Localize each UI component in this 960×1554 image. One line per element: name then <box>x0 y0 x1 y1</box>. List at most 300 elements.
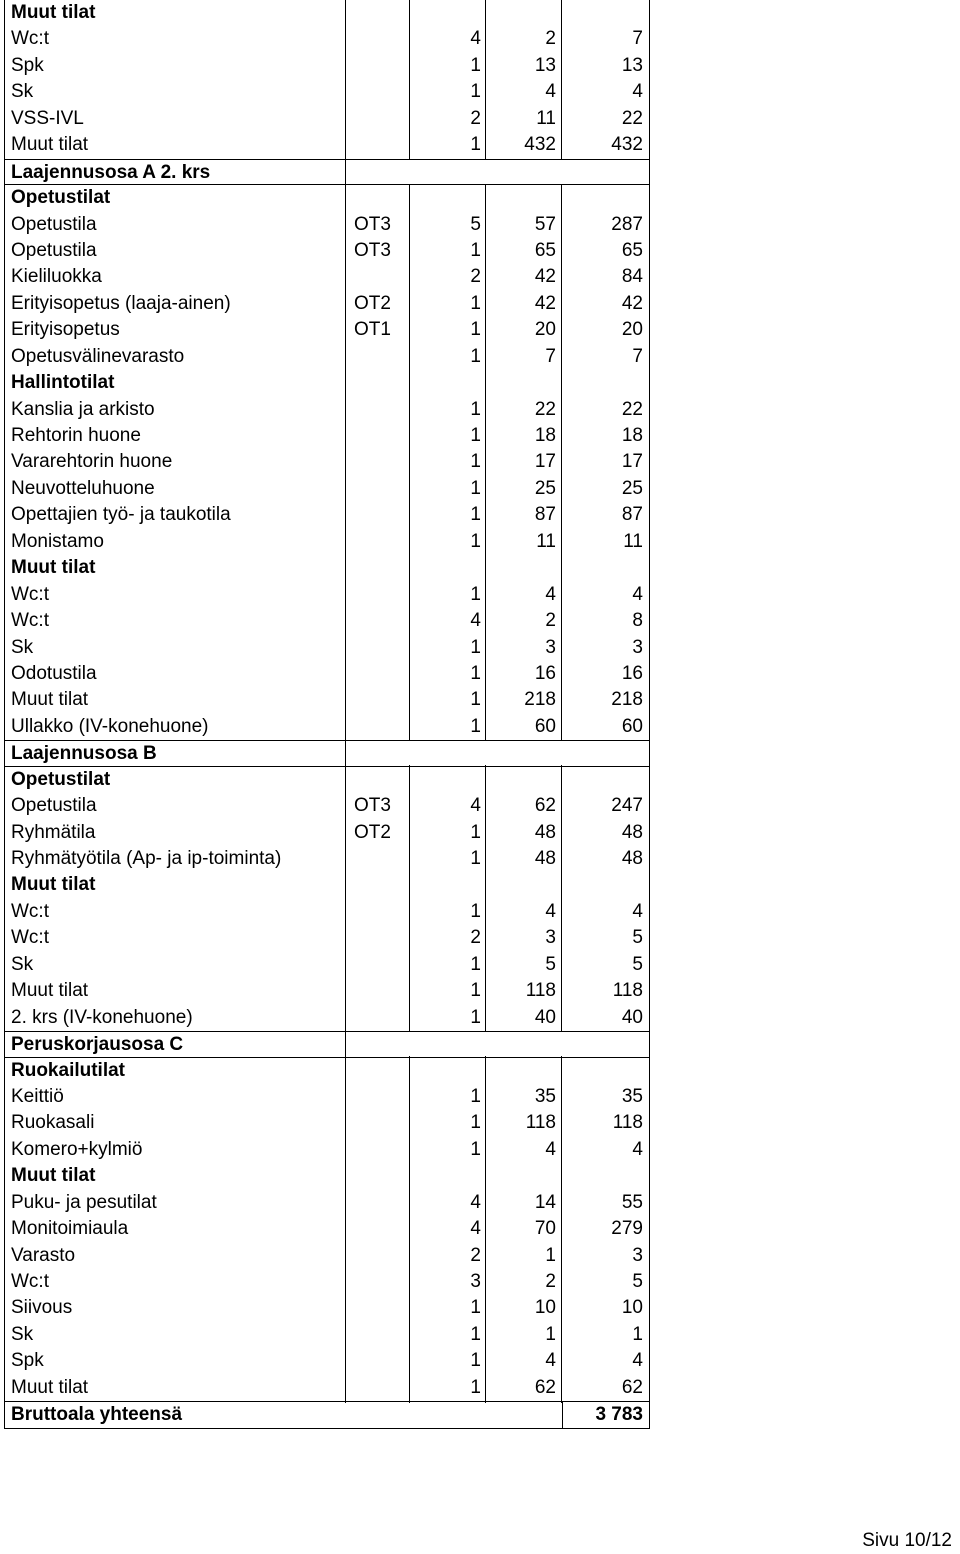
room-name: Wc:t <box>11 610 49 632</box>
room-count: 1 <box>470 1297 481 1319</box>
space-code: OT1 <box>354 319 391 341</box>
room-area: 118 <box>525 1112 556 1134</box>
room-name: Siivous <box>11 1297 73 1319</box>
group-header-row <box>5 185 649 211</box>
room-count: 1 <box>470 81 481 103</box>
room-name: Ruokailutilat <box>11 1059 126 1081</box>
table-row <box>5 793 649 819</box>
empty-cell <box>346 185 410 211</box>
total-area: 20 <box>621 319 643 341</box>
total-area: 62 <box>621 1376 643 1398</box>
room-name: Sk <box>11 953 34 975</box>
total-area: 84 <box>621 266 643 288</box>
room-area: 7 <box>545 345 556 367</box>
room-name: Varasto <box>11 1244 76 1266</box>
room-name: VSS-IVL <box>11 107 84 129</box>
empty-cell <box>486 872 562 898</box>
room-count: 2 <box>470 1244 481 1266</box>
room-count: 1 <box>470 239 481 261</box>
space-code <box>346 344 410 370</box>
room-area: 57 <box>534 213 556 235</box>
space-code <box>346 1243 410 1269</box>
empty-cell <box>562 1058 649 1084</box>
space-code <box>346 1084 410 1110</box>
table-row <box>5 925 649 951</box>
room-area: 218 <box>524 689 556 711</box>
room-count: 1 <box>470 134 481 156</box>
space-code: OT3 <box>354 213 391 235</box>
group-header-row <box>5 0 649 26</box>
space-code <box>346 1190 410 1216</box>
room-name: Opetustilat <box>11 187 111 209</box>
table-row <box>5 1375 649 1401</box>
room-count: 2 <box>470 107 481 129</box>
room-count: 4 <box>470 1218 481 1240</box>
space-code <box>346 1110 410 1136</box>
total-area: 5 <box>632 1271 643 1292</box>
table-row <box>5 1005 649 1031</box>
space-code <box>346 476 410 502</box>
total-area: 87 <box>621 504 643 526</box>
room-count: 4 <box>470 1191 481 1213</box>
room-name: Peruskorjausosa C <box>5 1032 346 1056</box>
total-area: 4 <box>632 1350 643 1372</box>
room-count: 1 <box>470 953 481 975</box>
room-count: 1 <box>470 848 481 869</box>
table-row <box>5 264 649 290</box>
room-area: 70 <box>534 1218 556 1240</box>
table-row <box>5 1295 649 1321</box>
space-code <box>346 608 410 634</box>
table-row <box>5 397 649 423</box>
room-name: 2. krs (IV-konehuone) <box>11 1006 193 1028</box>
room-name: Opetustilat <box>11 768 111 790</box>
table-row <box>5 1348 649 1374</box>
table-row <box>5 820 649 846</box>
room-name: Monistamo <box>11 530 104 552</box>
total-area: 16 <box>621 662 643 684</box>
room-area: 17 <box>534 451 556 473</box>
room-area: 11 <box>536 530 556 552</box>
empty-cell <box>562 767 649 793</box>
table-row <box>5 53 649 79</box>
table-row <box>5 1190 649 1216</box>
room-name: Hallintotilat <box>11 372 115 394</box>
empty-cell <box>410 872 486 898</box>
space-code <box>346 714 410 740</box>
space-code <box>346 132 410 158</box>
space-code <box>346 1137 410 1163</box>
table-row <box>5 1269 649 1295</box>
space-code <box>346 1348 410 1374</box>
empty-cell <box>346 370 410 396</box>
room-count: 1 <box>470 451 481 473</box>
total-area: 40 <box>621 1006 643 1028</box>
room-count: 4 <box>470 795 481 817</box>
room-count: 3 <box>470 1271 481 1292</box>
space-code <box>346 79 410 105</box>
room-name: Erityisopetus <box>11 319 120 341</box>
room-count: 1 <box>470 662 481 684</box>
room-name: Vararehtorin huone <box>11 451 173 473</box>
space-code <box>346 925 410 951</box>
group-header-row <box>5 370 649 396</box>
space-code <box>346 978 410 1004</box>
total-area: 65 <box>621 239 643 261</box>
table-row <box>5 1243 649 1269</box>
room-area: 22 <box>534 398 556 420</box>
empty-cell <box>410 370 486 396</box>
room-count: 1 <box>470 583 481 605</box>
room-count: 2 <box>470 266 481 288</box>
space-code <box>346 264 410 290</box>
room-name: Wc:t <box>11 1271 49 1292</box>
room-area: 13 <box>534 54 556 76</box>
table-row <box>5 238 649 264</box>
room-name: Ryhmätila <box>11 821 96 843</box>
room-area: 20 <box>534 319 556 341</box>
space-code <box>346 635 410 661</box>
space-code <box>346 502 410 528</box>
table-row <box>5 132 649 158</box>
room-count: 4 <box>470 610 481 632</box>
table-row <box>5 502 649 528</box>
space-code <box>346 952 410 978</box>
room-area: 62 <box>534 1376 556 1398</box>
total-area: 10 <box>621 1297 643 1319</box>
total-area: 55 <box>621 1191 643 1213</box>
room-count: 1 <box>470 636 481 658</box>
empty-cell <box>486 370 562 396</box>
table-row <box>5 106 649 132</box>
total-area: 4 <box>632 81 643 103</box>
room-area: 62 <box>534 795 556 817</box>
empty-cell <box>346 872 410 898</box>
room-name: Wc:t <box>11 28 49 50</box>
empty-cell <box>562 555 649 581</box>
total-area: 218 <box>611 689 643 711</box>
total-area: 1 <box>632 1323 643 1345</box>
space-code <box>346 529 410 555</box>
room-area: 35 <box>534 1085 556 1107</box>
room-area: 1 <box>545 1323 556 1345</box>
total-area: 118 <box>612 980 643 1002</box>
table-row <box>5 1110 649 1136</box>
total-label: Bruttoala yhteensä <box>11 1404 183 1426</box>
total-area: 432 <box>611 134 643 156</box>
room-count: 1 <box>470 345 481 367</box>
empty-cell <box>486 1163 562 1189</box>
room-name: Erityisopetus (laaja-ainen) <box>11 292 231 314</box>
room-area: 5 <box>545 953 556 975</box>
table-row <box>5 1137 649 1163</box>
room-name: Muut tilat <box>11 874 96 896</box>
table-row <box>5 661 649 687</box>
total-area: 7 <box>632 345 643 367</box>
empty-cell <box>346 767 410 793</box>
room-name: Laajennusosa B <box>5 741 346 765</box>
space-code <box>346 449 410 475</box>
room-name: Wc:t <box>11 927 49 949</box>
room-area: 87 <box>534 504 556 526</box>
table-row <box>5 79 649 105</box>
room-name: Neuvotteluhuone <box>11 477 155 499</box>
space-code <box>346 1216 410 1242</box>
total-area: 8 <box>632 610 643 632</box>
total-area: 13 <box>621 54 643 76</box>
total-area: 4 <box>632 900 643 922</box>
room-name: Ullakko (IV-konehuone) <box>11 715 209 737</box>
room-count: 1 <box>470 425 481 446</box>
empty-cell <box>562 185 649 211</box>
room-area: 4 <box>545 1350 556 1372</box>
space-code <box>346 106 410 132</box>
total-area: 3 <box>632 636 643 658</box>
table-row <box>5 899 649 925</box>
table-row <box>5 978 649 1004</box>
space-code <box>346 846 410 872</box>
room-count: 1 <box>470 1006 481 1028</box>
total-area: 18 <box>621 425 643 446</box>
table-row <box>5 687 649 713</box>
room-area: 2 <box>545 610 556 632</box>
table-row <box>5 635 649 661</box>
table-row <box>5 846 649 872</box>
group-header-row <box>5 1163 649 1189</box>
space-code <box>346 1295 410 1321</box>
room-name: Rehtorin huone <box>11 425 141 446</box>
room-area: 10 <box>534 1297 556 1319</box>
page-number: Sivu 10/12 <box>862 1530 952 1551</box>
room-count: 1 <box>470 689 481 711</box>
empty-cell <box>410 1058 486 1084</box>
total-area: 22 <box>621 398 643 420</box>
room-name: Keittiö <box>11 1085 64 1107</box>
section-merge-mask <box>346 160 646 184</box>
space-code: OT3 <box>354 795 391 817</box>
space-code <box>346 582 410 608</box>
room-count: 1 <box>470 715 481 737</box>
room-area: 11 <box>536 107 556 129</box>
group-header-row <box>5 767 649 793</box>
room-name: Kanslia ja arkisto <box>11 398 155 420</box>
room-count: 1 <box>470 477 481 499</box>
room-name: Opetustila <box>11 213 97 235</box>
table-row <box>5 1084 649 1110</box>
room-area: 118 <box>525 980 556 1002</box>
room-count: 1 <box>470 1376 481 1398</box>
empty-cell <box>486 1058 562 1084</box>
room-count: 2 <box>470 927 481 949</box>
empty-cell <box>346 1163 410 1189</box>
total-row <box>5 1401 649 1427</box>
room-name: Sk <box>11 636 34 658</box>
space-code <box>346 423 410 449</box>
room-count: 1 <box>470 1112 481 1134</box>
room-name: Spk <box>11 1350 44 1372</box>
total-area: 11 <box>623 530 643 552</box>
total-area: 3 <box>632 1244 643 1266</box>
room-area: 2 <box>545 1271 556 1292</box>
space-code <box>346 1322 410 1348</box>
room-name: Muut tilat <box>11 1165 96 1187</box>
room-count: 5 <box>470 213 481 235</box>
room-name: Opetusvälinevarasto <box>11 345 185 367</box>
area-table <box>4 0 650 1429</box>
room-count: 4 <box>470 28 481 50</box>
room-name: Kieliluokka <box>11 266 102 288</box>
room-area: 40 <box>534 1006 556 1028</box>
room-area: 42 <box>534 292 556 314</box>
total-area: 48 <box>621 821 643 843</box>
total-area: 60 <box>621 715 643 737</box>
total-area: 247 <box>611 795 643 817</box>
table-row <box>5 714 649 740</box>
empty-cell <box>346 555 410 581</box>
total-area: 42 <box>621 292 643 314</box>
room-name: Muut tilat <box>11 2 96 23</box>
room-name: Wc:t <box>11 583 49 605</box>
total-area: 4 <box>632 1138 643 1160</box>
room-area: 2 <box>545 28 556 50</box>
room-area: 3 <box>545 636 556 658</box>
total-area: 4 <box>632 583 643 605</box>
room-area: 4 <box>545 583 556 605</box>
room-name: Komero+kylmiö <box>11 1138 143 1160</box>
room-count: 1 <box>470 821 481 843</box>
room-count: 1 <box>470 398 481 420</box>
room-count: 1 <box>470 292 481 314</box>
room-name: Ryhmätyötila (Ap- ja ip-toiminta) <box>11 848 282 869</box>
room-area: 1 <box>545 1244 556 1266</box>
section-merge-mask <box>346 1032 646 1056</box>
empty-cell <box>562 0 649 26</box>
room-area: 48 <box>534 848 556 869</box>
total-area: 17 <box>621 451 643 473</box>
room-area: 60 <box>534 715 556 737</box>
room-area: 432 <box>524 134 556 156</box>
room-name: Opetustila <box>11 795 97 817</box>
space-code: OT2 <box>354 821 391 843</box>
room-name: Ruokasali <box>11 1112 95 1134</box>
empty-cell <box>410 0 486 26</box>
room-area: 14 <box>534 1191 556 1213</box>
table-row <box>5 529 649 555</box>
group-header-row <box>5 1058 649 1084</box>
room-count: 1 <box>470 319 481 341</box>
table-row <box>5 476 649 502</box>
room-name: Spk <box>11 54 44 76</box>
total-area: 7 <box>632 28 643 50</box>
empty-cell <box>562 370 649 396</box>
room-area: 18 <box>534 425 556 446</box>
empty-cell <box>486 0 562 26</box>
room-name: Monitoimiaula <box>11 1218 129 1240</box>
total-area: 118 <box>612 1112 643 1134</box>
empty-cell <box>346 1058 410 1084</box>
table-row <box>5 423 649 449</box>
empty-cell <box>562 1163 649 1189</box>
table-row <box>5 449 649 475</box>
room-name: Laajennusosa A 2. krs <box>5 160 346 184</box>
total-value: 3 783 <box>562 1402 649 1427</box>
room-name: Muut tilat <box>11 689 89 711</box>
space-code <box>346 53 410 79</box>
table-row <box>5 952 649 978</box>
space-code <box>346 899 410 925</box>
room-name: Muut tilat <box>11 557 96 579</box>
total-area: 5 <box>632 927 643 949</box>
room-area: 4 <box>545 1138 556 1160</box>
room-area: 48 <box>534 821 556 843</box>
table-row <box>5 608 649 634</box>
total-area: 5 <box>632 953 643 975</box>
room-count: 1 <box>470 1323 481 1345</box>
room-area: 25 <box>534 477 556 499</box>
empty-cell <box>486 185 562 211</box>
table-row <box>5 344 649 370</box>
room-name: Opetustila <box>11 239 97 261</box>
space-code <box>346 397 410 423</box>
table-row <box>5 212 649 238</box>
room-count: 1 <box>470 1085 481 1107</box>
space-code: OT3 <box>354 239 391 261</box>
total-area: 48 <box>621 848 643 869</box>
room-count: 1 <box>470 54 481 76</box>
space-code <box>346 1269 410 1295</box>
space-code <box>346 1375 410 1401</box>
space-code: OT2 <box>354 292 391 314</box>
empty-cell <box>346 0 410 26</box>
empty-cell <box>486 555 562 581</box>
empty-cell <box>486 767 562 793</box>
total-area: 35 <box>621 1085 643 1107</box>
room-name: Sk <box>11 81 34 103</box>
room-name: Muut tilat <box>11 980 89 1002</box>
room-area: 16 <box>534 662 556 684</box>
total-area: 287 <box>611 213 643 235</box>
group-header-row <box>5 555 649 581</box>
room-count: 1 <box>470 1138 481 1160</box>
room-count: 1 <box>470 900 481 922</box>
empty-cell <box>562 872 649 898</box>
table-row <box>5 1322 649 1348</box>
room-area: 4 <box>545 900 556 922</box>
total-area: 22 <box>621 107 643 129</box>
total-area: 25 <box>621 477 643 499</box>
room-name: Muut tilat <box>11 1376 89 1398</box>
room-name: Odotustila <box>11 662 97 684</box>
empty-cell <box>410 1163 486 1189</box>
group-header-row <box>5 872 649 898</box>
empty-cell <box>410 185 486 211</box>
room-area: 4 <box>545 81 556 103</box>
empty-cell <box>410 767 486 793</box>
room-name: Opettajien työ- ja taukotila <box>11 504 231 526</box>
room-count: 1 <box>470 530 481 552</box>
empty-cell <box>410 555 486 581</box>
space-code <box>346 687 410 713</box>
room-count: 1 <box>470 980 481 1002</box>
table-row <box>5 582 649 608</box>
table-row <box>5 26 649 52</box>
room-area: 65 <box>534 239 556 261</box>
room-count: 1 <box>470 1350 481 1372</box>
room-name: Muut tilat <box>11 134 89 156</box>
room-name: Sk <box>11 1323 34 1345</box>
room-name: Wc:t <box>11 900 49 922</box>
room-area: 3 <box>545 927 556 949</box>
